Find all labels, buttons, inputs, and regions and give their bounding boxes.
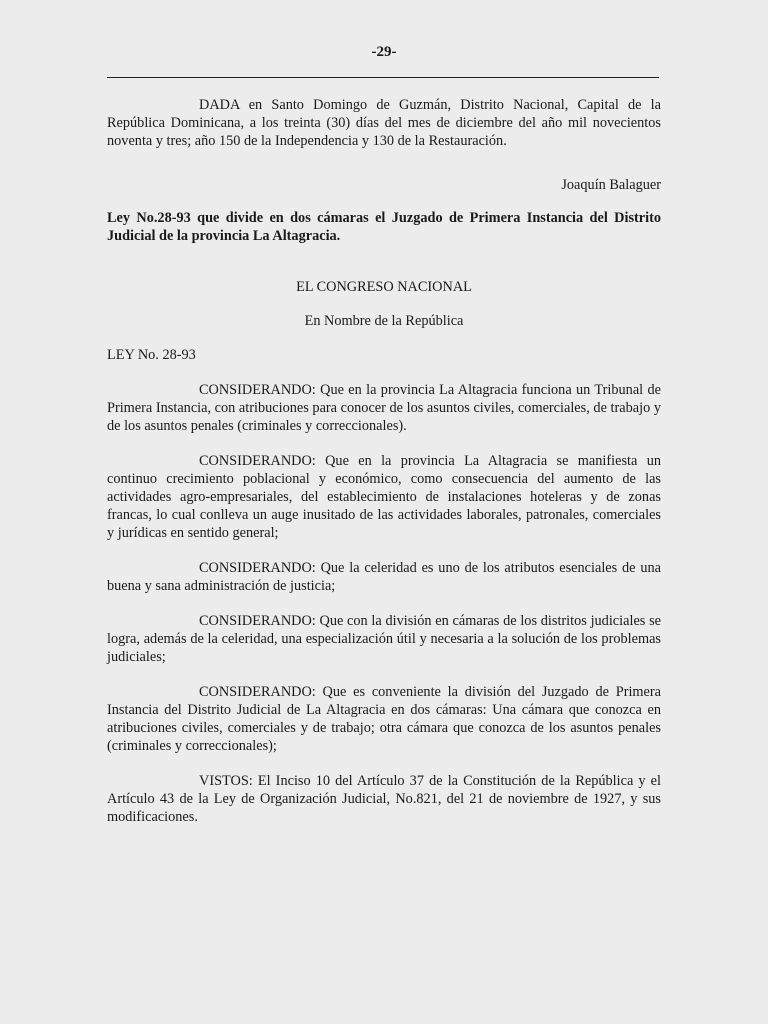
considerando-paragraph-1: CONSIDERANDO: Que en la provincia La Altagracia funciona un Tribunal de Primera Instancia, con atribuciones para conocer de los asuntos civiles, comerciales, de trabajo y de los asuntos penales (criminales y correccionales).: [107, 382, 661, 434]
header-rule: [107, 77, 659, 78]
in-name-heading: En Nombre de la República: [304, 313, 464, 329]
congress-heading: EL CONGRESO NACIONAL: [296, 279, 472, 295]
vistos-paragraph: VISTOS: El Inciso 10 del Artículo 37 de la Constitución de la República y el Artículo 43 de la Ley de Organización Judicial, No.821, del 21 de noviembre de 1927, y sus modificaciones.: [107, 773, 661, 825]
law-title: Ley No.28-93 que divide en dos cámaras el Juzgado de Primera Instancia del Distrito Judicial de la provincia La Altagracia.: [107, 210, 661, 244]
considerando-paragraph-2: CONSIDERANDO: Que en la provincia La Altagracia se manifiesta un continuo crecimiento poblacional y económico, como consecuencia del aumento de las actividades agro-empresariales, del establecimiento de instalaciones hoteleras y de zonas francas, lo cual conlleva un auge inusitado de las actividades laborales, patronales, comerciales y jurídicas en sentido general;: [107, 453, 661, 541]
considerando-paragraph-4: CONSIDERANDO: Que con la división en cámaras de los distritos judiciales se logra, además de la celeridad, una especialización útil y necesaria a la solución de los problemas judiciales;: [107, 613, 661, 665]
dada-paragraph: DADA en Santo Domingo de Guzmán, Distrito Nacional, Capital de la República Dominicana, a los treinta (30) días del mes de diciembre del año mil novecientos noventa y tres; año 150 de la Independencia y 130 de la Restauración.: [107, 97, 661, 149]
document-body: [107, 96, 661, 826]
considerando-paragraph-3: CONSIDERANDO: Que la celeridad es uno de los atributos esenciales de una buena y sana administración de justicia;: [107, 560, 661, 594]
considerando-paragraph-5: CONSIDERANDO: Que es conveniente la división del Juzgado de Primera Instancia del Distrito Judicial de La Altagracia en dos cámaras: Una cámara que conozca en atribuciones civiles, comerciales y de trabajo; otra cámara que conozca de los asuntos penales (criminales y correccionales);: [107, 684, 661, 754]
signature: Joaquín Balaguer: [561, 177, 661, 193]
law-number: LEY No. 28-93: [107, 347, 196, 363]
page-number: -29-: [371, 44, 397, 60]
